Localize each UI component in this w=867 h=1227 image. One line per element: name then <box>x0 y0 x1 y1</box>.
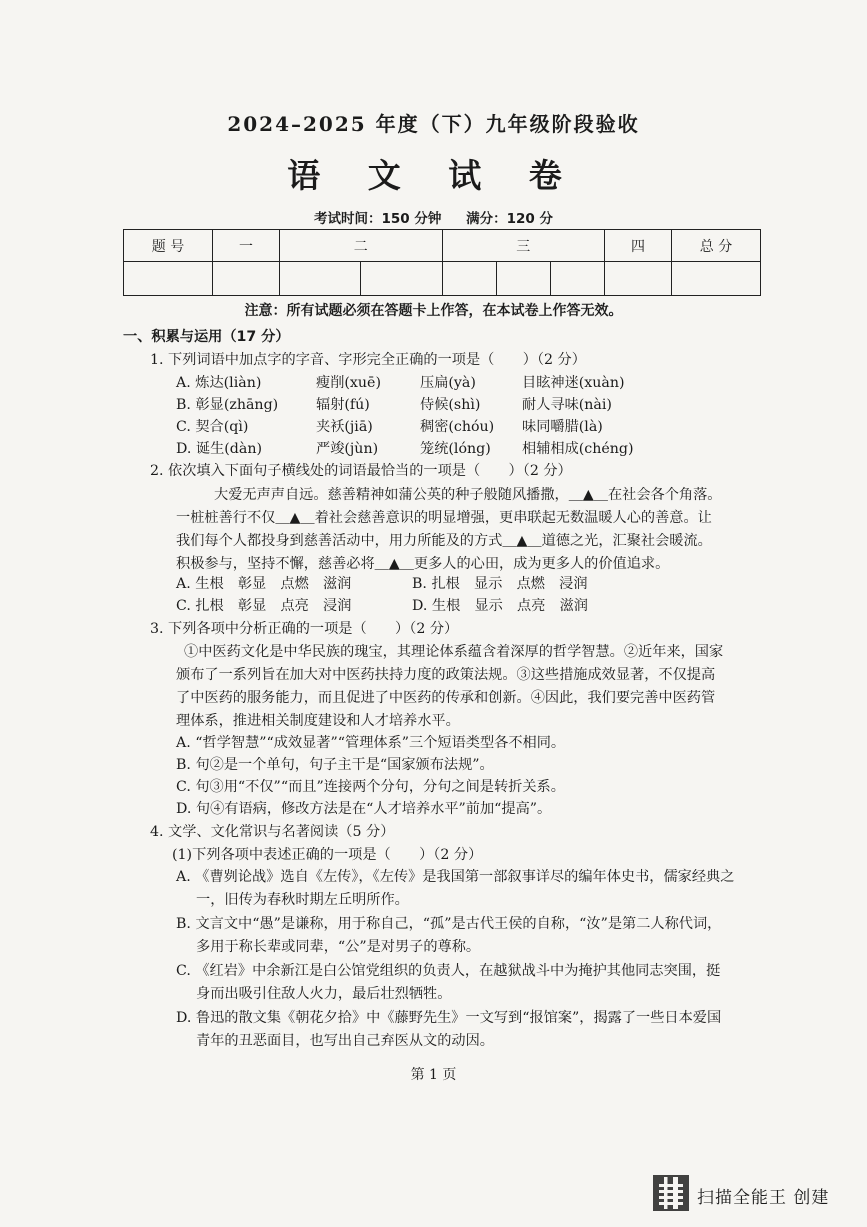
score-table-label: 题 号 <box>124 230 213 262</box>
score-cell <box>213 262 280 296</box>
question-3-passage-line: 了中医药的服务能力，而且促进了中医药的传承和创新。④因此，我们要完善中医药管 <box>176 690 716 706</box>
score-cell <box>124 262 213 296</box>
question-2-passage-line: 大爱无声声自远。慈善精神如蒲公英的种子般随风播撒，＿▲＿在社会各个角落。 <box>214 487 722 503</box>
q1-c-word2: 夹袄(jiā) <box>316 419 373 435</box>
q1-b-word3: 侍候(shì) <box>420 397 481 413</box>
q1-c-word4: 味同嚼腊(là) <box>522 419 603 435</box>
question-4-option-c: C. 《红岩》中余新江是白公馆党组织的负责人，在越狱战斗中为掩护其他同志突围，挺 <box>176 963 721 979</box>
score-table-col-three: 三 <box>442 230 605 262</box>
question-2-passage-line: 积极参与，坚持不懈，慈善必将＿▲＿更多人的心田，成为更多人的价值追求。 <box>176 556 670 572</box>
q1-a-word4: 目眩神迷(xuàn) <box>522 375 625 391</box>
score-cell <box>496 262 550 296</box>
score-cell <box>361 262 442 296</box>
question-2-option-b: B. 扎根 显示 点燃 浸润 <box>412 576 588 592</box>
exam-title: 语 文 试 卷 <box>287 156 580 195</box>
question-4-option-b-cont: 多用于称长辈或同辈，“公”是对男子的尊称。 <box>196 939 481 955</box>
question-4-option-c-cont: 身而出吸引住敌人火力，最后壮烈牺牲。 <box>196 986 452 1002</box>
question-3-option-a: A. “哲学智慧”“成效显著”“管理体系”三个短语类型各不相同。 <box>176 735 566 751</box>
score-table-col-two: 二 <box>280 230 443 262</box>
question-2-option-c: C. 扎根 彰显 点亮 浸润 <box>176 598 352 614</box>
question-4-option-b: B. 文言文中“愚”是谦称，用于称自己，“孤”是古代王侯的自称，“汝”是第二人称代词， <box>176 916 722 932</box>
q1-a-word1: A. 炼达(liàn) <box>176 375 262 391</box>
scanner-watermark: 扫描全能王 创建 <box>697 1188 830 1208</box>
qr-code-icon <box>653 1175 689 1211</box>
exam-time: 考试时间：150 分钟 <box>314 211 442 227</box>
question-2-option-d: D. 生根 显示 点亮 滋润 <box>412 598 588 614</box>
q1-b-word4: 耐人寻味(nài) <box>522 397 612 413</box>
score-table-col-one: 一 <box>213 230 280 262</box>
score-table-col-four: 四 <box>605 230 672 262</box>
question-4-option-a: A. 《曹刿论战》选自《左传》，《左传》是我国第一部叙事详尽的编年体史书，儒家经典之 <box>176 869 735 885</box>
question-3-passage-line: ①中医药文化是中华民族的瑰宝，其理论体系蕴含着深厚的哲学智慧。②近年来，国家 <box>184 644 724 660</box>
question-3-passage-line: 颁布了一系列旨在加大对中医药扶持力度的政策法规。③这些措施成效显著，不仅提高 <box>176 667 716 683</box>
question-2-option-a: A. 生根 彰显 点燃 滋润 <box>176 576 352 592</box>
page-number: 第 1 页 <box>410 1067 457 1083</box>
question-3-stem: 3. 下列各项中分析正确的一项是（ ）（2 分） <box>150 621 459 637</box>
question-4-option-d: D. 鲁迅的散文集《朝花夕拾》中《藤野先生》一文写到“报馆案”，揭露了一些日本爱国 <box>176 1010 722 1026</box>
question-1-option-c <box>176 417 603 437</box>
score-cell <box>550 262 604 296</box>
question-3-option-c: C. 句③用“不仅”“而且”连接两个分句，分句之间是转折关系。 <box>176 779 565 795</box>
score-table-col-total: 总 分 <box>672 230 761 262</box>
question-4-option-a-cont: 一，旧传为春秋时期左丘明所作。 <box>196 892 409 908</box>
exam-meta <box>0 207 867 227</box>
question-3-option-b: B. 句②是一个单句，句子主干是“国家颁布法规”。 <box>176 757 494 773</box>
question-4-sub1: (1)下列各项中表述正确的一项是（ ）（2 分） <box>172 847 483 863</box>
question-3-option-d: D. 句④有语病，修改方法是在“人才培养水平”前加“提高”。 <box>176 801 552 817</box>
score-cell <box>605 262 672 296</box>
question-1-option-a <box>176 373 625 393</box>
q1-d-word3: 笼统(lóng) <box>420 441 491 457</box>
notice: 注意：所有试题必须在答题卡上作答，在本试卷上作答无效。 <box>244 303 623 319</box>
q1-c-word1: C. 契合(qì) <box>176 419 249 435</box>
score-cell <box>442 262 496 296</box>
question-1-stem: 1. 下列词语中加点字的字音、字形完全正确的一项是（ ）（2 分） <box>150 352 586 368</box>
question-2-stem: 2. 依次填入下面句子横线处的词语最恰当的一项是（ ）（2 分） <box>150 463 572 479</box>
section-title: 一、积累与运用（17 分） <box>123 329 290 345</box>
question-3-passage-line: 理体系，推进相关制度建设和人才培养水平。 <box>176 713 460 729</box>
q1-a-word3: 压扁(yà) <box>420 375 476 391</box>
score-cell <box>672 262 761 296</box>
q1-a-word2: 瘦削(xuē) <box>316 375 381 391</box>
q1-d-word4: 相辅相成(chéng) <box>522 441 634 457</box>
question-2-passage-line: 我们每个人都投身到慈善活动中，用力所能及的方式＿▲＿道德之光，汇聚社会暖流。 <box>176 533 712 549</box>
score-cell <box>280 262 361 296</box>
score-table <box>123 229 761 296</box>
q1-d-word2: 严竣(jùn) <box>316 441 379 457</box>
q1-b-word1: B. 彰显(zhāng) <box>176 397 279 413</box>
question-4-stem: 4. 文学、文化常识与名著阅读（5 分） <box>150 824 395 840</box>
q1-c-word3: 稠密(chóu) <box>420 419 495 435</box>
question-1-option-b <box>176 395 612 415</box>
question-2-passage-line: 一桩桩善行不仅＿▲＿着社会慈善意识的明显增强，更串联起无数温暖人心的善意。让 <box>176 510 712 526</box>
question-1-option-d <box>176 439 634 459</box>
question-4-option-d-cont: 青年的丑恶面目，也写出自己弃医从文的动因。 <box>196 1033 494 1049</box>
q1-d-word1: D. 诞生(dàn) <box>176 441 263 457</box>
q1-b-word2: 辐射(fú) <box>316 397 370 413</box>
exam-full-score: 满分：120 分 <box>466 211 553 227</box>
exam-period-heading: 2024–2025 年度（下）九年级阶段验收 <box>227 112 640 136</box>
